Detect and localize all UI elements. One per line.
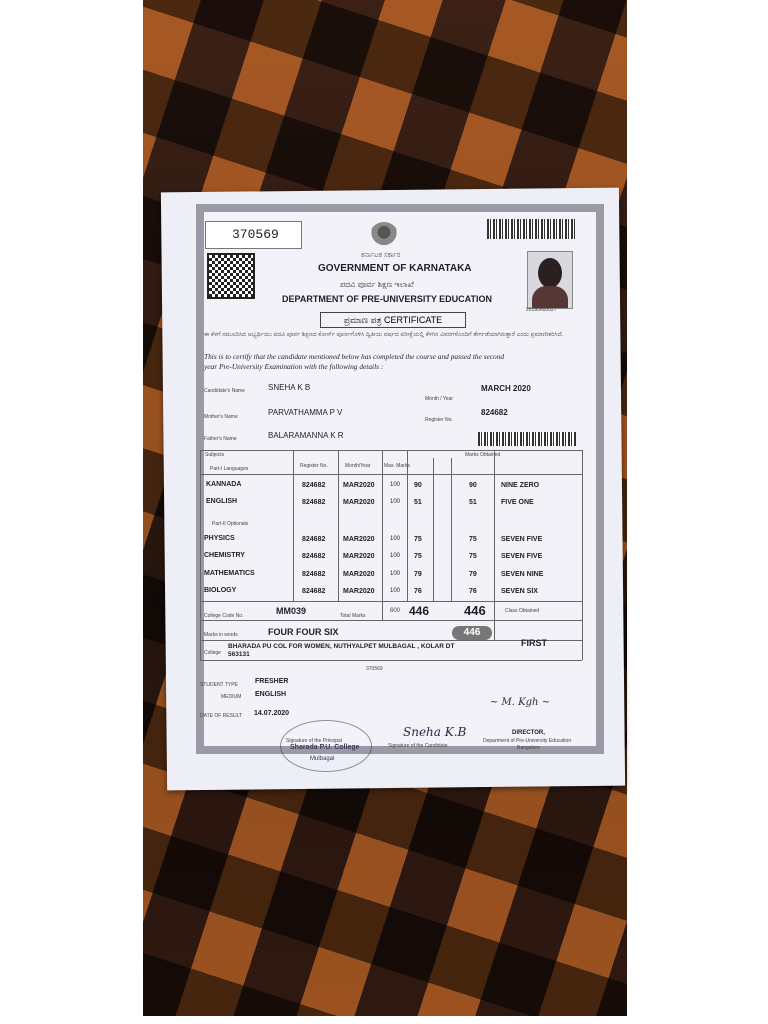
part-optionals-header: Part-II Optionals	[212, 521, 249, 527]
principal-seal-town: Mulbagal	[310, 756, 335, 762]
date-of-result-label: DATE OF RESULT	[200, 713, 243, 719]
director-label: DIRECTOR,	[512, 730, 545, 736]
mothers-name-label: Mother's Name	[204, 414, 238, 420]
month-year: MARCH 2020	[481, 384, 531, 393]
serial-number: 370569	[205, 221, 302, 249]
class-obtained-label: Class Obtained	[505, 608, 540, 614]
principal-signature-label: Signature of the Principal	[286, 738, 342, 744]
student-type: FRESHER	[255, 678, 289, 685]
subjects-header: Subjects	[205, 452, 225, 458]
college-pin: 563131	[228, 651, 250, 658]
part-languages-header: Part-I Languages	[210, 466, 249, 472]
serial-number-footer: 370569	[366, 666, 383, 672]
state-emblem-icon	[370, 222, 398, 248]
register-no: 824682	[481, 408, 508, 417]
college-code: MM039	[276, 606, 307, 616]
total-pill: 446	[452, 626, 492, 640]
register-no-label: Register No.	[425, 417, 453, 423]
medium: ENGLISH	[255, 691, 287, 698]
medium-label: MEDIUM	[221, 694, 242, 700]
candidate-name: SNEHA K B	[268, 383, 311, 392]
director-dept: Department of Pre-University Education	[483, 738, 572, 744]
register-col-header: Register No.	[300, 463, 328, 469]
candidate-signature-label: Signature of the Candidate	[388, 743, 448, 749]
department-kannada: ಪದವಿ ಪೂರ್ವ ಶಿಕ್ಷಣ ಇಲಾಖೆ	[340, 280, 414, 289]
class-obtained: FIRST	[521, 638, 547, 648]
fathers-name-label: Father's Name	[204, 436, 237, 442]
qr-code	[207, 253, 255, 299]
college-label: College	[204, 650, 221, 656]
total-marks-label: Total Marks	[340, 613, 366, 619]
candidate-name-label: Candidate's Name	[204, 388, 245, 394]
month-col-header: Month/Year	[345, 463, 371, 469]
max-col-header: Max. Marks	[384, 463, 410, 469]
candidate-photo	[527, 251, 573, 309]
max-total: 600	[390, 608, 401, 614]
director-city: Bangalore	[517, 745, 540, 751]
director-signature-icon: ~ M. Kgh ~	[490, 697, 551, 708]
total-marks: 446	[409, 604, 430, 618]
marks-in-words: FOUR FOUR SIX	[268, 627, 339, 637]
state-kannada: ಕರ್ನಾಟಕ ಸರ್ಕಾರ	[361, 252, 401, 259]
department-title: DEPARTMENT OF PRE-UNIVERSITY EDUCATION	[282, 294, 493, 304]
principal-seal-text: Sharada P.U. College	[290, 744, 360, 751]
student-type-label: STUDENT TYPE	[200, 682, 238, 688]
month-year-label: Month / Year	[425, 396, 454, 402]
mothers-name: PARVATHAMMA P V	[268, 408, 343, 417]
college-name: BHARADA PU COL FOR WOMEN, NUTHYALPET MULBAGAL , KOLAR DT	[228, 643, 455, 650]
college-code-label: College Code No.	[204, 613, 244, 619]
date-of-result: 14.07.2020	[254, 710, 290, 717]
top-barcode	[487, 219, 575, 239]
intro-line-1: This is to certify that the candidate mentioned below has completed the course and passed the second	[204, 352, 505, 361]
intro-line-2: year Pre-University Examination with the following details :	[204, 362, 384, 371]
government-title: GOVERNMENT OF KARNATAKA	[318, 263, 472, 274]
total-marks-big: 446	[464, 603, 486, 618]
intro-kannada: ಈ ಕೆಳಗೆ ನಮೂದಿಸಿದ ಅಭ್ಯರ್ಥಿಯು ಪದವಿ ಪೂರ್ವ ಶಿಕ್ಷಣದ ಕೋರ್ಸ್ ಪೂರ್ಣಗೊಳಿಸಿ ದ್ವಿತೀಯ ವರ್ಷದ ಪರೀಕ್ಷೆಯಲ್ಲಿ ಕೆಳಗಿನ ವಿವರಗಳೊಂದಿಗೆ ತೇರ್ಗಡೆಯಾಗಿರುತ್ತಾರೆ ಎಂದು ಪ್ರಮಾಣೀಕರಿಸಿದೆ.	[204, 332, 564, 338]
fathers-name: BALARAMANNA K R	[268, 431, 344, 440]
photo-number: 20180600027	[526, 307, 557, 313]
candidate-signature: Sneha K.B	[403, 725, 467, 739]
obtained-col-header: Marks Obtained	[465, 452, 501, 458]
register-barcode	[478, 432, 576, 446]
marks-in-words-label: Marks in words	[204, 632, 238, 638]
certificate-title: ಪ್ರಮಾಣ ಪತ್ರ CERTIFICATE	[320, 312, 466, 328]
